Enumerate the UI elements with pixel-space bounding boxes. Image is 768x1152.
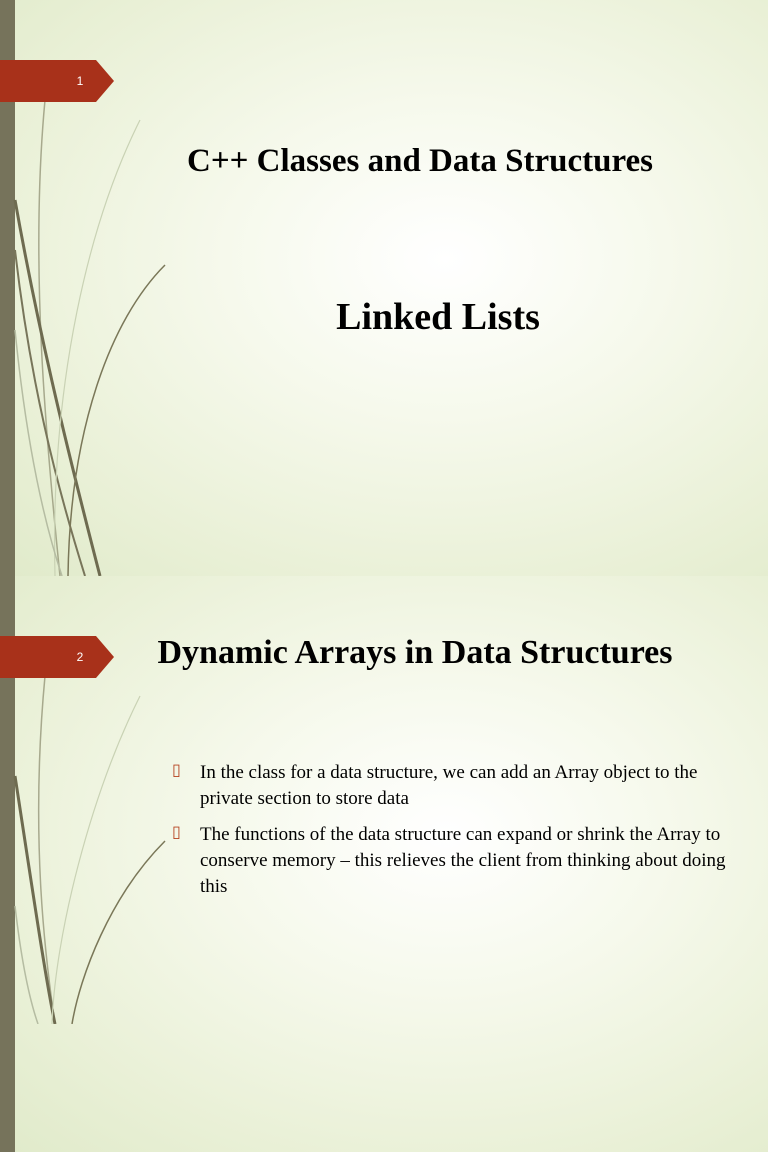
bullet-marker-icon: ▯ bbox=[172, 760, 181, 779]
slide-number: 2 bbox=[76, 650, 84, 664]
bullet-item bbox=[172, 822, 732, 900]
slide-number-tab bbox=[0, 60, 114, 102]
slide-2 bbox=[0, 576, 768, 1152]
bullet-item bbox=[172, 760, 732, 812]
slide-title: C++ Classes and Data Structures bbox=[186, 143, 653, 179]
bullet-marker-icon: ▯ bbox=[172, 822, 181, 841]
slide-subtitle: Linked Lists bbox=[336, 296, 540, 338]
bullet-list bbox=[172, 760, 732, 910]
slide-heading: Dynamic Arrays in Data Structures bbox=[157, 634, 673, 671]
bullet-text: In the class for a data structure, we can add an Array object to the private section to store data bbox=[200, 762, 698, 809]
slide-number: 1 bbox=[76, 74, 84, 88]
slide-number-tab bbox=[0, 636, 114, 678]
bullet-text: The functions of the data structure can expand or shrink the Array to conserve memory – this relieves the client from thinking about doing this bbox=[200, 824, 726, 897]
